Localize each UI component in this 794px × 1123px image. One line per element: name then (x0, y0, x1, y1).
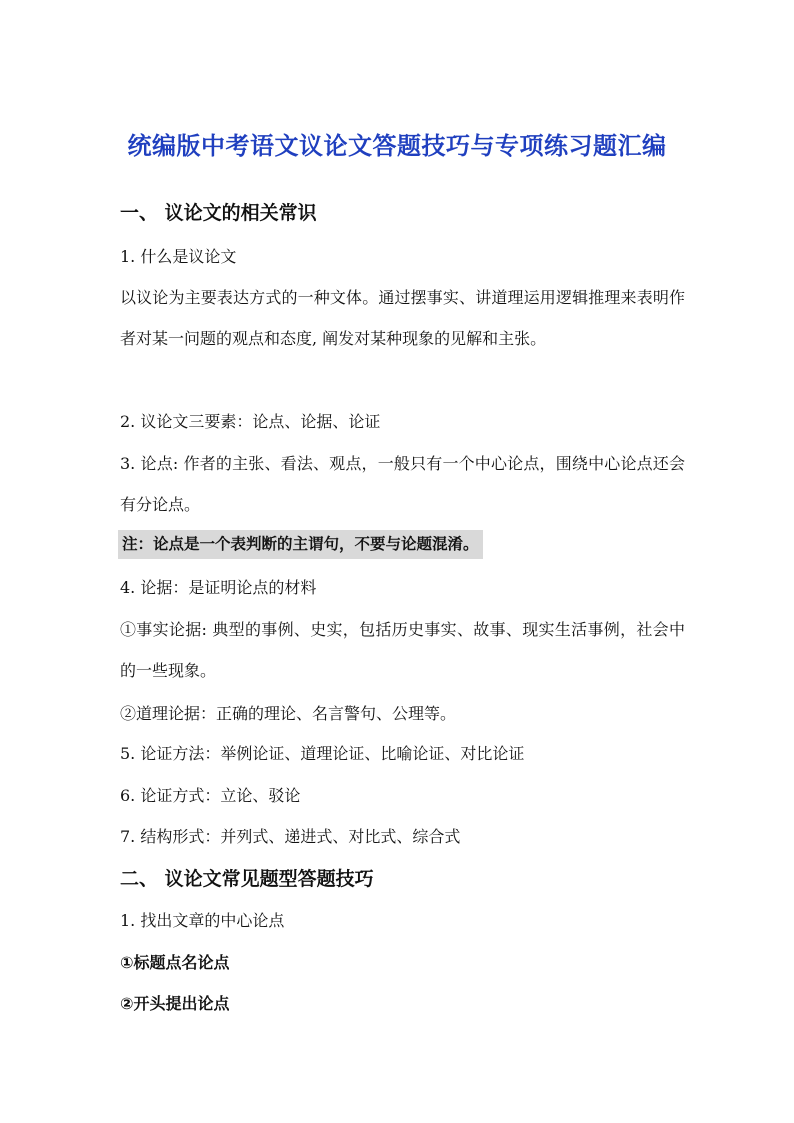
note-highlight: 注：论点是一个表判断的主谓句，不要与论题混淆。 (118, 530, 483, 559)
item-6: 6. 论证方式：立论、驳论 (120, 786, 301, 805)
item-5: 5. 论证方法：举例论证、道理论证、比喻论证、对比论证 (120, 744, 525, 763)
item-4-a: ①事实论据: 典型的事例、史实，包括历史事实、故事、现实生活事例，社会中的一些现象。 (120, 620, 685, 680)
item-2-1: 1. 找出文章的中心论点 (120, 911, 285, 930)
item-4-b: ②道理论据：正确的理论、名言警句、公理等。 (120, 704, 457, 723)
item-7: 7. 结构形式：并列式、递进式、对比式、综合式 (120, 827, 461, 846)
item-2-1-b: ②开头提出论点 (120, 994, 230, 1013)
item-1-text: 以议论为主要表达方式的一种文体。通过摆事实、讲道理运用逻辑推理来表明作者对某一问题的观点和态度, 阐发对某种现象的见解和主张。 (120, 288, 685, 348)
item-2: 2. 议论文三要素：论点、论据、论证 (120, 412, 381, 431)
document-title: 统编版中考语文议论文答题技巧与专项练习题汇编 (127, 132, 667, 160)
section-heading-2: 二、 议论文常见题型答题技巧 (120, 868, 374, 890)
item-1-label: 1. 什么是议论文 (120, 247, 237, 266)
item-3: 3. 论点: 作者的主张、看法、观点，一般只有一个中心论点，围绕中心论点还会有分论点。 (120, 454, 685, 514)
section-heading-1: 一、 议论文的相关常识 (120, 202, 317, 224)
item-4: 4. 论据：是证明论点的材料 (120, 578, 317, 597)
item-2-1-a: ①标题点名论点 (120, 953, 230, 972)
